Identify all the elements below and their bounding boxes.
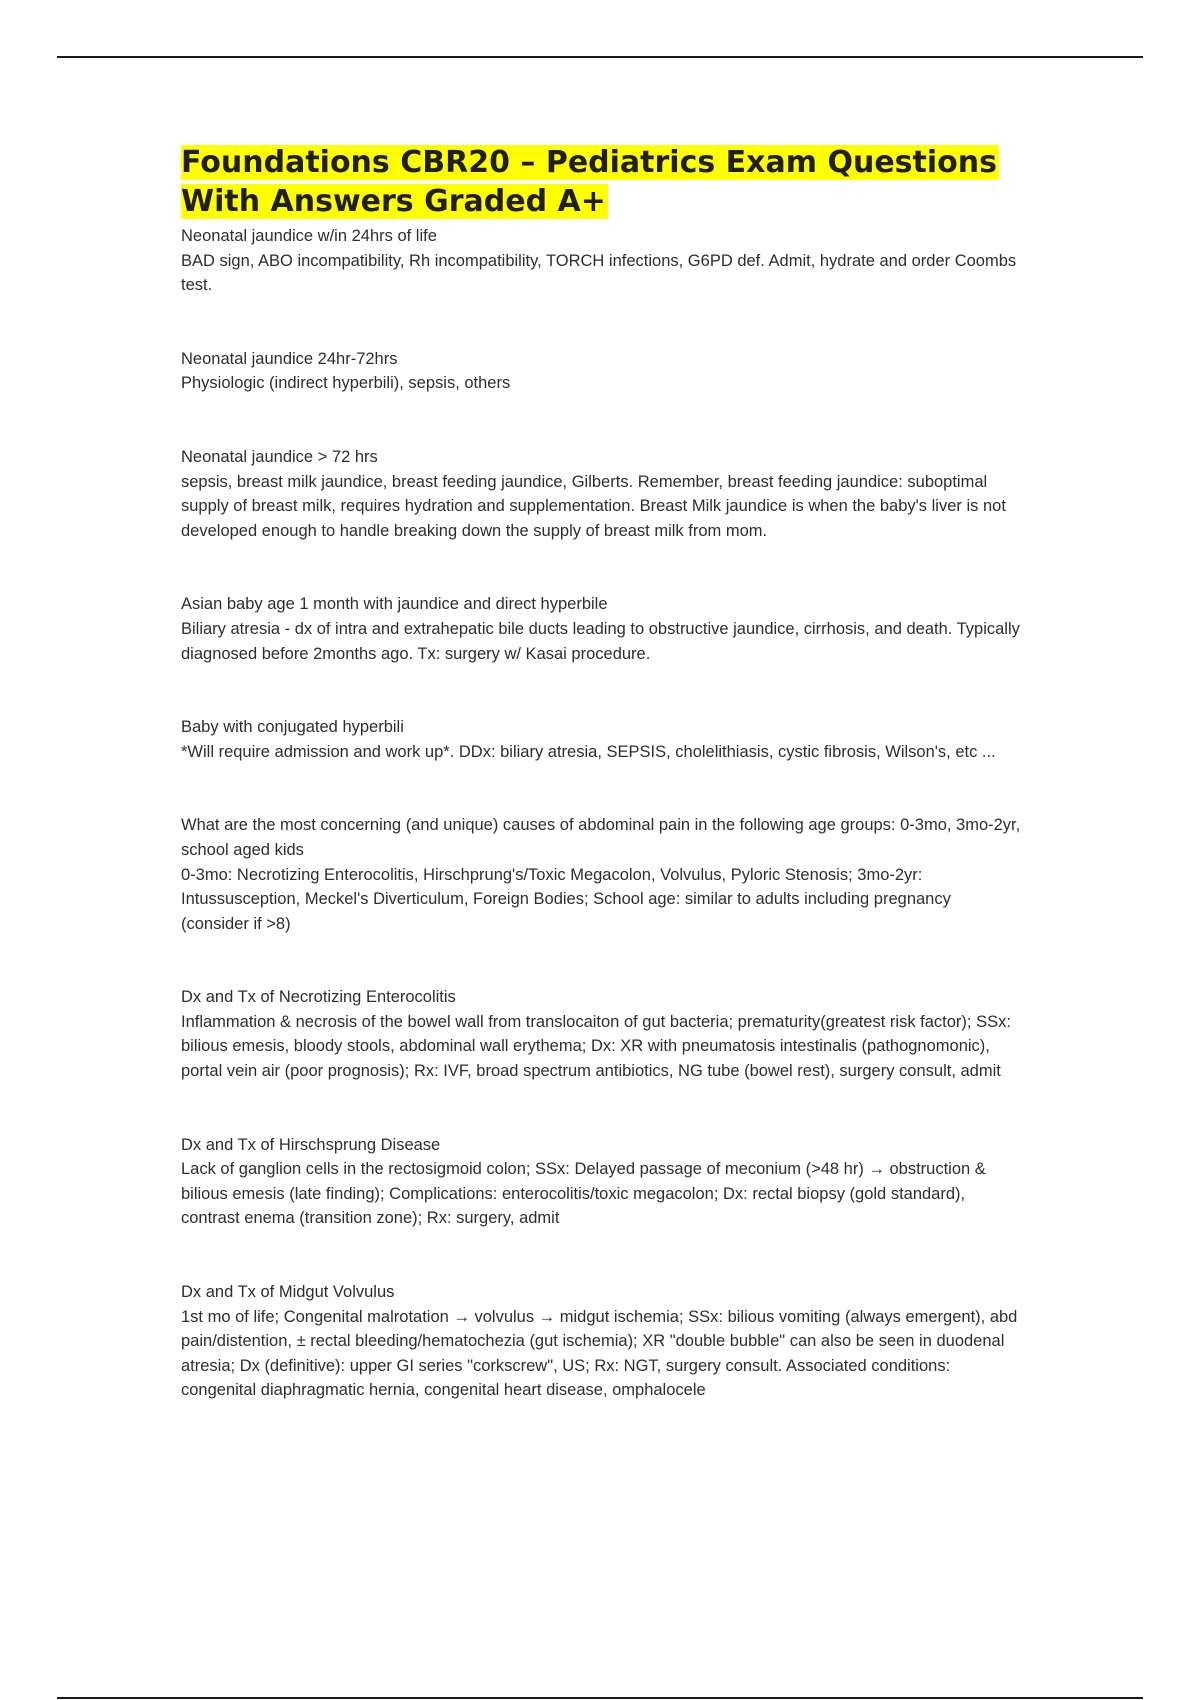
qa-answer: 0-3mo: Necrotizing Enterocolitis, Hirschprung's/Toxic Megacolon, Volvulus, Pyloric Stenosis; 3mo-2yr: Intussusception, Meckel's Diverticulum, Foreign Bodies; School age: similar to adults including pregnancy (consider if >8) [181,865,951,933]
document-title [181,143,1021,221]
qa-item [181,347,1021,396]
qa-item [181,1280,1021,1403]
qa-answer: sepsis, breast milk jaundice, breast feeding jaundice, Gilberts. Remember, breast feeding jaundice: suboptimal supply of breast milk, requires hydration and supplementation. Breast Milk jaundice is when the baby's liver is not developed enough to handle breaking down the supply of breast milk from mom. [181,472,1006,540]
qa-answer: Physiologic (indirect hyperbili), sepsis, others [181,374,511,393]
document-body [181,143,1021,1452]
qa-item [181,715,1021,764]
qa-answer: *Will require admission and work up*. DDx: biliary atresia, SEPSIS, cholelithiasis, cystic fibrosis, Wilson's, etc ... [181,742,996,761]
qa-item [181,813,1021,936]
qa-question: Baby with conjugated hyperbili [181,718,404,737]
qa-item [181,592,1021,666]
qa-question: Dx and Tx of Necrotizing Enterocolitis [181,988,456,1007]
qa-question: Dx and Tx of Midgut Volvulus [181,1283,395,1302]
qa-question: Asian baby age 1 month with jaundice and direct hyperbile [181,595,608,614]
qa-answer: 1st mo of life; Congenital malrotation → volvulus → midgut ischemia; SSx: bilious vomiting (always emergent), abd pain/distention, ± rectal bleeding/hematochezia (gut ischemia); XR "double bubble" can also be seen in duodenal atresia; Dx (definitive): upper GI series "corkscrew", US; Rx: NGT, surgery consult. Associated conditions: congenital diaphragmatic hernia, congenital heart disease, omphalocele [181,1307,1018,1400]
qa-answer: BAD sign, ABO incompatibility, Rh incompatibility, TORCH infections, G6PD def. Admit, hydrate and order Coombs test. [181,251,1017,295]
qa-item [181,985,1021,1083]
qa-item [181,224,1021,298]
qa-item [181,1133,1021,1231]
qa-question: Dx and Tx of Hirschsprung Disease [181,1135,441,1154]
qa-answer: Inflammation & necrosis of the bowel wall from translocaiton of gut bacteria; prematurity(greatest risk factor); SSx: bilious emesis, bloody stools, abdominal wall erythema; Dx: XR with pneumatosis intestinalis (pathognomonic), portal vein air (poor prognosis); Rx: IVF, broad spectrum antibiotics, NG tube (bowel rest), surgery consult, admit [181,1012,1011,1081]
qa-question: What are the most concerning (and unique) causes of abdominal pain in the following age groups: 0-3mo, 3mo-2yr, school aged kids [181,816,1021,859]
title-highlight: Foundations CBR20 – Pediatrics Exam Questions With Answers Graded A+ [181,145,997,219]
qa-answer: Biliary atresia - dx of intra and extrahepatic bile ducts leading to obstructive jaundice, cirrhosis, and death. Typically diagnosed before 2months ago. Tx: surgery w/ Kasai procedure. [181,619,1020,663]
qa-answer: Lack of ganglion cells in the rectosigmoid colon; SSx: Delayed passage of meconium (>48 hr) → obstruction & bilious emesis (late finding); Complications: enterocolitis/toxic megacolon; Dx: rectal biopsy (gold standard), contrast enema (transition zone); Rx: surgery, admit [181,1160,986,1228]
qa-item [181,445,1021,543]
qa-question: Neonatal jaundice w/in 24hrs of life [181,227,437,245]
footer-rule [57,1697,1143,1699]
qa-question: Neonatal jaundice > 72 hrs [181,447,378,466]
qa-question: Neonatal jaundice 24hr-72hrs [181,349,398,368]
header-rule [57,56,1143,58]
